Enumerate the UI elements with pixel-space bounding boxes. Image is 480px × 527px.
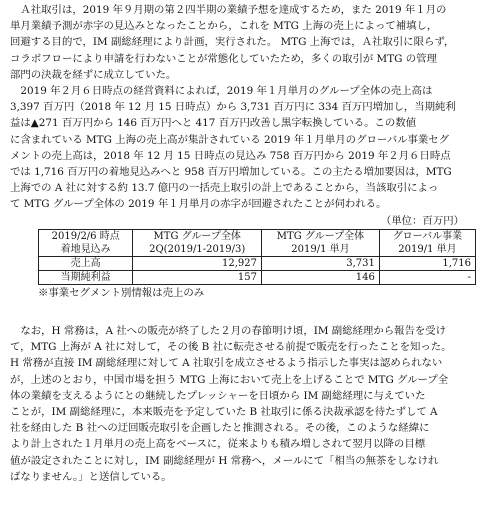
text-line: 3,397 百万円（2018 年 12 月 15 日時点）から 3,731 百万円に 334 百万円増加し，当期純利 bbox=[10, 101, 456, 114]
text-line: メントの売上高は，2018 年 12 月 15 日時点の見込み 758 百万円から 2019 年２月６日時点 bbox=[10, 149, 451, 162]
header-line: 着地見込み bbox=[60, 243, 111, 255]
row-label: 当期純利益 bbox=[39, 270, 133, 284]
table-cell: - bbox=[379, 270, 475, 284]
text-line: 単月業績予測が赤字の見込みとなったことから，これを MTG 上海の売上によって補填し， bbox=[10, 20, 438, 33]
text-line: 体の業績を支えるようにとの継続したプレッシャーを日頃から IM 副総経理に与えていた bbox=[10, 389, 426, 402]
text-line: Ａ社取引は，2019 年９月期の第２四半期の業績予想を達成するため，また 2019 年１月の bbox=[10, 4, 447, 16]
header-line: MTG グループ全体 bbox=[153, 230, 241, 242]
unit-label: （単位：百万円） bbox=[380, 214, 464, 227]
text-line: では 1,716 百万円の着地見込みへと 958 百万円増加している。この主たる増加要因は，MTG bbox=[10, 166, 452, 179]
table-note: ※事業セグメント別情報は売上のみ bbox=[38, 286, 205, 299]
financial-table bbox=[38, 229, 476, 285]
table-row bbox=[39, 256, 476, 270]
text-line: て MTG グループ全体の 2019 年１月単月の赤字が回避されたことが伺われる。 bbox=[10, 198, 387, 211]
paragraph-management-data bbox=[10, 83, 472, 213]
header-line: 2Q(2019/1-2019/3) bbox=[149, 243, 246, 255]
text-line: て，MTG 上海が A 社に対して，その後 B 社に転売させる前提で販売を行ったことを知った。 bbox=[10, 341, 452, 354]
table-header-cell bbox=[262, 229, 380, 256]
text-line: 2019 年２月６日時点の経営資料によれば，2019 年１月単月のグループ全体の売上高は bbox=[10, 85, 433, 98]
header-line: 2019/2/6 時点 bbox=[51, 230, 120, 242]
table-cell: 12,927 bbox=[133, 256, 262, 270]
text-line: より計上された１月単月の売上高をベースに，従来よりも積み増しされて翌月以降の目標 bbox=[10, 438, 426, 451]
header-line: 2019/1 単月 bbox=[398, 243, 457, 255]
text-line: 上海での A 社に対する約 13.7 億円の一括売上取引の計上であることから，当該取引によっ bbox=[10, 182, 439, 195]
text-line: なお，H 常務は，A 社への販売が終了した２月の春節明け頃，IM 副総経理から報告を受け bbox=[10, 325, 447, 338]
header-line: グローバル事業 bbox=[392, 230, 463, 242]
table-row bbox=[39, 270, 476, 284]
text-line: 回避する目的で，IM 副総経理により計画，実行された。 MTG 上海では，Ａ社取引に限らず， bbox=[10, 36, 455, 49]
header-line: MTG グループ全体 bbox=[276, 230, 365, 242]
table-header-cell bbox=[133, 229, 262, 256]
text-line: が，上述のとおり，中国市場を担う MTG 上海において売上を上げることで MTG グループ全 bbox=[10, 373, 449, 386]
paragraph-h-managing-director bbox=[10, 323, 472, 485]
text-line: ばなりません。」と送信している。 bbox=[10, 470, 172, 483]
text-line: 部門の決裁を経ずに成立していた。 bbox=[10, 68, 177, 81]
paragraph-a-company-transaction bbox=[10, 2, 472, 83]
text-line: H 常務が直接 IM 副総経理に対して A 社取引を成立させるよう指示した事実は認められない bbox=[10, 357, 443, 370]
table-header-cell bbox=[39, 229, 133, 256]
table-header-row bbox=[39, 229, 476, 256]
table-cell: 157 bbox=[133, 270, 262, 284]
table-cell: 146 bbox=[262, 270, 380, 284]
text-line: 社を経由した B 社への迂回販売取引を企画したと推測される。その後，このような経緯に bbox=[10, 422, 430, 435]
table-cell: 1,716 bbox=[379, 256, 475, 270]
text-line: コラボフローにより申請を行わないことが常態化していたため，多くの取引が MTG の管理 bbox=[10, 52, 437, 65]
text-line: に含まれている MTG 上海の売上高が集計されている 2019 年１月単月のグローバル事業セグ bbox=[10, 133, 450, 146]
table-header-cell bbox=[379, 229, 475, 256]
section-spacer bbox=[10, 301, 472, 323]
text-line: ことが，IM 副総経理に，本来販売を予定していた B 社取引に係る決裁承認を待たずして A bbox=[10, 406, 438, 419]
table-cell: 3,731 bbox=[262, 256, 380, 270]
text-line: 値が設定されたことに対し，IM 副総経理が H 常務へ，メールにて「相当の無茶をしなけれ bbox=[10, 454, 439, 467]
row-label: 売上高 bbox=[39, 256, 133, 270]
header-line: 2019/1 単月 bbox=[291, 243, 350, 255]
text-line: 益は▲271 百万円から 146 百万円へと 417 百万円改善し黒字転換している。この数値 bbox=[10, 117, 417, 130]
